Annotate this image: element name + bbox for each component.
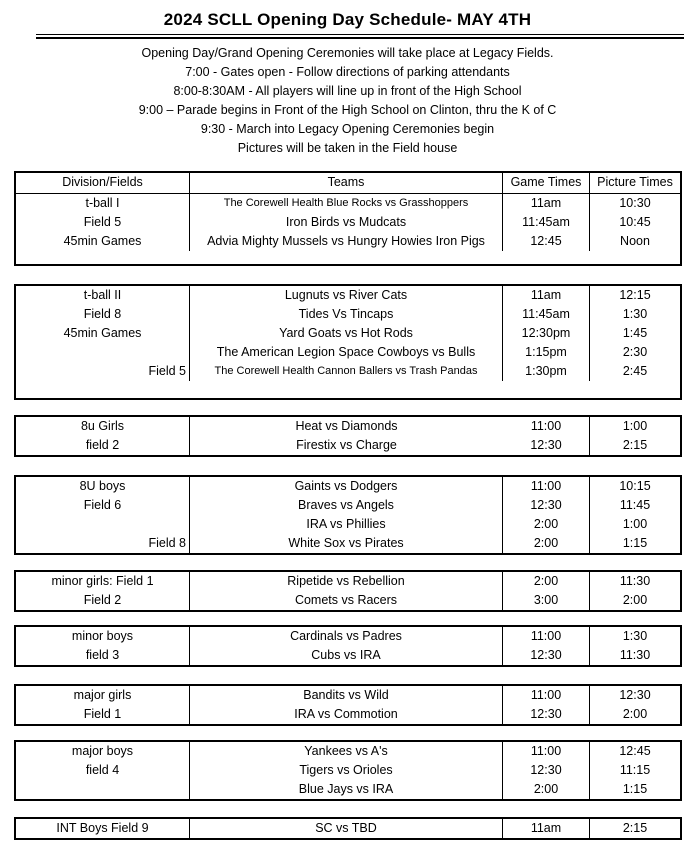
- cell-game-time: 12:30: [503, 761, 590, 780]
- cell-picture-time: 2:30: [622, 345, 648, 359]
- cell-teams: Yankees vs A's: [190, 742, 503, 761]
- cell-teams: Blue Jays vs IRA: [190, 780, 503, 799]
- table-row: [16, 780, 680, 799]
- cell-teams: Lugnuts vs River Cats: [190, 286, 503, 305]
- cell-teams: IRA vs Commotion: [190, 705, 503, 724]
- cell-game-time: 1:15pm: [503, 343, 590, 362]
- cell-game-time: 2:00: [503, 534, 590, 553]
- table-row: [16, 627, 680, 646]
- cell-picture-time: 11:30: [619, 648, 651, 662]
- cell-game-time: 11am: [503, 286, 590, 305]
- table-row: [16, 417, 680, 436]
- cell-division: t-ball I: [16, 194, 190, 213]
- intro-line-4: 9:00 – Parade begins in Front of the High School on Clinton, thru the K of C: [138, 103, 557, 117]
- cell-division: Field 6: [16, 496, 190, 515]
- table-row: [16, 686, 680, 705]
- cell-division: [16, 515, 190, 534]
- cell-picture-time: 11:45: [619, 498, 651, 512]
- table-row: [16, 705, 680, 724]
- cell-game-time: 2:00: [503, 515, 590, 534]
- cell-picture-time: 12:15: [619, 288, 651, 302]
- table-row: [16, 761, 680, 780]
- cell-game-time: 3:00: [503, 591, 590, 610]
- cell-teams: Advia Mighty Mussels vs Hungry Howies Iron Pigs: [190, 232, 503, 251]
- intro-line-1: Opening Day/Grand Opening Ceremonies will take place at Legacy Fields.: [141, 46, 554, 60]
- cell-game-time: 11:00: [503, 477, 590, 496]
- intro-block: [0, 44, 695, 158]
- cell-teams: Heat vs Diamonds: [295, 419, 398, 433]
- cell-game-time: 1:30pm: [503, 362, 590, 381]
- table-row: [16, 496, 680, 515]
- cell-division: Field 8: [16, 305, 190, 324]
- cell-division: major girls: [16, 686, 190, 705]
- cell-teams: SC vs TBD: [190, 819, 503, 838]
- intro-line-2: 7:00 - Gates open - Follow directions of parking attendants: [185, 65, 510, 79]
- cell-teams: Gaints vs Dodgers: [190, 477, 503, 496]
- table-row: [16, 305, 680, 324]
- page-title: 2024 SCLL Opening Day Schedule- MAY 4TH: [163, 10, 532, 29]
- table-row: [16, 232, 680, 251]
- column-header-game-times: Game Times: [503, 173, 590, 193]
- cell-picture-time: 1:30: [622, 629, 648, 643]
- cell-picture-time: 1:45: [622, 326, 648, 340]
- cell-game-time: 2:00: [503, 780, 590, 799]
- cell-division: field 4: [16, 761, 190, 780]
- schedule-table-8u-girls: [14, 415, 682, 457]
- cell-picture-time: Noon: [620, 234, 650, 248]
- cell-game-time: 11am: [503, 819, 590, 838]
- table-row: [16, 572, 680, 591]
- cell-game-time: 11:45am: [503, 213, 590, 232]
- cell-game-time: 12:30: [503, 705, 590, 724]
- table-row: [16, 742, 680, 761]
- schedule-table-t-ball-1: [14, 171, 682, 266]
- cell-division: Field 2: [16, 591, 190, 610]
- schedule-table-major-girls: [14, 684, 682, 726]
- cell-division: INT Boys Field 9: [16, 819, 190, 838]
- cell-division: 45min Games: [16, 232, 190, 251]
- intro-line-6: Pictures will be taken in the Field house: [237, 141, 458, 155]
- cell-teams: The Corewell Health Blue Rocks vs Grasshoppers: [190, 194, 503, 213]
- cell-game-time: 11:00: [503, 627, 590, 646]
- cell-game-time: 12:30: [503, 436, 590, 455]
- table-header-row: [16, 173, 680, 194]
- cell-picture-time: 11:30: [619, 574, 651, 588]
- cell-division: t-ball II: [16, 286, 190, 305]
- cell-game-time: 2:00: [503, 572, 590, 591]
- intro-line-5: 9:30 - March into Legacy Opening Ceremonies begin: [200, 122, 495, 136]
- table-row: [16, 194, 680, 213]
- cell-teams: Tigers vs Orioles: [190, 761, 503, 780]
- column-header-teams: Teams: [190, 173, 503, 193]
- cell-division: Field 1: [16, 705, 190, 724]
- cell-game-time: 12:30: [503, 646, 590, 665]
- cell-picture-time: 2:00: [622, 707, 648, 721]
- cell-teams: Bandits vs Wild: [190, 686, 503, 705]
- cell-game-time: 11am: [503, 194, 590, 213]
- cell-picture-time: 1:00: [622, 517, 648, 531]
- cell-game-time: 11:00: [503, 417, 590, 436]
- cell-division: field 2: [16, 436, 190, 455]
- cell-picture-time: 12:30: [619, 688, 651, 702]
- cell-division: Field 5: [16, 362, 190, 381]
- cell-picture-time: 1:00: [622, 419, 648, 433]
- table-row: [16, 534, 680, 553]
- column-header-picture-times: Picture Times: [597, 175, 673, 189]
- schedule-table-minor-boys: [14, 625, 682, 667]
- cell-teams: Cubs vs IRA: [190, 646, 503, 665]
- schedule-table-major-boys: [14, 740, 682, 801]
- table-row: [16, 286, 680, 305]
- cell-division: Field 8: [16, 534, 190, 553]
- cell-picture-time: 10:15: [619, 479, 651, 493]
- table-row: [16, 591, 680, 610]
- cell-division: Field 5: [16, 213, 190, 232]
- cell-picture-time: 10:30: [619, 196, 651, 210]
- cell-picture-time: 2:00: [622, 593, 648, 607]
- schedule-table-t-ball-2: [14, 284, 682, 400]
- column-header-division-fields: Division/Fields: [16, 173, 190, 193]
- intro-line-3: 8:00-8:30AM - All players will line up in front of the High School: [173, 84, 522, 98]
- cell-picture-time: 2:15: [622, 438, 648, 452]
- cell-division: field 3: [16, 646, 190, 665]
- schedule-tables: [0, 171, 695, 840]
- table-row: [16, 324, 680, 343]
- cell-teams: White Sox vs Pirates: [190, 534, 503, 553]
- cell-teams: Firestix vs Charge: [296, 438, 397, 452]
- cell-game-time: 12:30pm: [503, 324, 590, 343]
- table-row: [16, 646, 680, 665]
- table-row: [16, 819, 680, 838]
- cell-teams: Cardinals vs Padres: [190, 627, 503, 646]
- cell-division: major boys: [16, 742, 190, 761]
- schedule-table-int-boys: [14, 817, 682, 840]
- table-row: [16, 362, 680, 381]
- cell-division: [16, 343, 190, 362]
- cell-teams: Comets vs Racers: [190, 591, 503, 610]
- cell-division: 45min Games: [16, 324, 190, 343]
- table-row: [16, 436, 680, 455]
- cell-teams: Braves vs Angels: [190, 496, 503, 515]
- cell-teams: Ripetide vs Rebellion: [190, 572, 503, 591]
- cell-teams: Iron Birds vs Mudcats: [190, 213, 503, 232]
- cell-division: minor boys: [16, 627, 190, 646]
- cell-picture-time: 1:30: [622, 307, 648, 321]
- cell-picture-time: 11:15: [619, 763, 651, 777]
- cell-picture-time: 10:45: [619, 215, 651, 229]
- cell-teams: The American Legion Space Cowboys vs Bulls: [190, 343, 503, 362]
- cell-division: 8u Girls: [16, 417, 190, 436]
- schedule-table-minor-girls: [14, 570, 682, 612]
- cell-picture-time: 2:15: [622, 821, 648, 835]
- cell-picture-time: 1:15: [622, 782, 648, 796]
- cell-picture-time: 2:45: [622, 364, 648, 378]
- table-row: [16, 343, 680, 362]
- cell-division: 8U boys: [16, 477, 190, 496]
- schedule-table-8u-boys: [14, 475, 682, 555]
- cell-division: [16, 780, 190, 799]
- table-row: [16, 477, 680, 496]
- cell-game-time: 11:00: [503, 686, 590, 705]
- table-row: [16, 213, 680, 232]
- cell-division: minor girls: Field 1: [16, 572, 190, 591]
- cell-picture-time: 12:45: [619, 744, 651, 758]
- cell-teams: The Corewell Health Cannon Ballers vs Trash Pandas: [190, 362, 503, 381]
- cell-teams: IRA vs Phillies: [190, 515, 503, 534]
- title-divider: [36, 34, 684, 39]
- cell-picture-time: 1:15: [622, 536, 648, 550]
- cell-game-time: 11:45am: [503, 305, 590, 324]
- cell-teams: Tides Vs Tincaps: [190, 305, 503, 324]
- table-row: [16, 515, 680, 534]
- cell-game-time: 11:00: [503, 742, 590, 761]
- cell-game-time: 12:30: [503, 496, 590, 515]
- cell-game-time: 12:45: [503, 232, 590, 251]
- cell-teams: Yard Goats vs Hot Rods: [190, 324, 503, 343]
